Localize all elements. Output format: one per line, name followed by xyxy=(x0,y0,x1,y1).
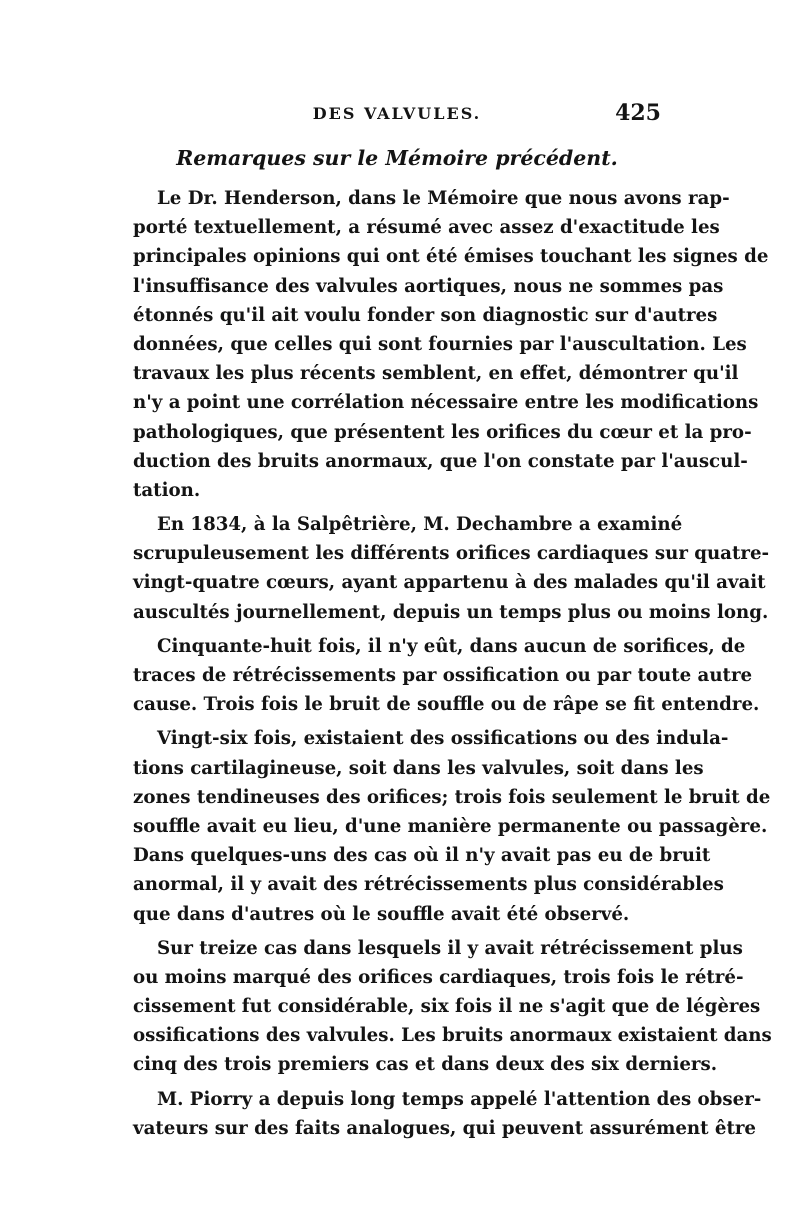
text-line: tions cartilagineuse, soit dans les valvules, soit dans les xyxy=(133,757,704,779)
text-line: cinq des trois premiers cas et dans deux des six derniers. xyxy=(133,1054,718,1076)
text-line: Sur treize cas dans lesquels il y avait rétrécissement plus xyxy=(157,937,743,959)
text-line: pathologiques, que présentent les orifices du cœur et la pro- xyxy=(133,421,752,443)
text-line: duction des bruits anormaux, que l'on constate par l'auscul- xyxy=(133,450,748,472)
running-title: DES VALVULES. xyxy=(312,104,482,123)
page-number: 425 xyxy=(615,100,661,126)
text-line: données, que celles qui sont fournies par l'auscultation. Les xyxy=(133,333,747,355)
section-title: Remarques sur le Mémoire précédent. xyxy=(176,146,618,170)
text-line: cause. Trois fois le bruit de souffle ou de râpe se fit entendre. xyxy=(133,694,760,716)
text-line: auscultés journellement, depuis un temps plus ou moins long. xyxy=(133,601,769,623)
text-line: zones tendineuses des orifices; trois fois seulement le bruit de xyxy=(133,786,771,808)
text-line: ou moins marqué des orifices cardiaques, trois fois le rétré- xyxy=(133,966,744,988)
text-line: étonnés qu'il ait voulu fonder son diagnostic sur d'autres xyxy=(133,304,718,326)
text-line: anormal, il y avait des rétrécissements plus considérables xyxy=(133,874,724,896)
text-line: travaux les plus récents semblent, en effet, démontrer qu'il xyxy=(133,363,739,385)
paragraph xyxy=(133,1085,762,1143)
text-line: n'y a point une corrélation nécessaire entre les modifications xyxy=(133,392,759,414)
text-line: Vingt-six fois, existaient des ossifications ou des indula- xyxy=(157,728,729,750)
text-line: Dans quelques-uns des cas où il n'y avait pas eu de bruit xyxy=(133,845,711,867)
text-line: vingt-quatre cœurs, ayant appartenu à des malades qu'il avait xyxy=(133,572,766,594)
text-line: M. Piorry a depuis long temps appelé l'attention des obser- xyxy=(157,1088,762,1110)
text-line: vateurs sur des faits analogues, qui peuvent assurément être xyxy=(133,1117,757,1139)
text-line: cissement fut considérable, six fois il ne s'agit que de légères xyxy=(133,996,761,1018)
text-line: souffle avait eu lieu, d'une manière permanente ou passagère. xyxy=(133,815,768,837)
text-line: principales opinions qui ont été émises touchant les signes de xyxy=(133,246,769,268)
text-line: Cinquante-huit fois, il n'y eût, dans aucun de sorifices, de xyxy=(157,635,746,657)
text-line: que dans d'autres où le souffle avait été observé. xyxy=(133,903,630,925)
text-line: tation. xyxy=(133,479,201,501)
text-line: Le Dr. Henderson, dans le Mémoire que nous avons rap- xyxy=(157,188,730,209)
text-line: l'insuffisance des valvules aortiques, nous ne sommes pas xyxy=(133,275,724,297)
text-line: porté textuellement, a résumé avec assez d'exactitude les xyxy=(133,217,720,239)
text-line: En 1834, à la Salpêtrière, M. Dechambre a examiné xyxy=(157,514,683,536)
paragraph xyxy=(133,510,770,627)
running-head xyxy=(133,100,661,136)
text-line: traces de rétrécissements par ossification ou par toute autre xyxy=(133,665,753,686)
paragraph xyxy=(133,724,771,928)
paragraph xyxy=(133,632,760,720)
paragraph xyxy=(133,934,772,1080)
paragraph xyxy=(133,184,769,505)
body-text xyxy=(133,184,772,1148)
text-line: scrupuleusement les différents orifices cardiaques sur quatre- xyxy=(133,543,770,565)
text-line: ossifications des valvules. Les bruits anormaux existaient dans xyxy=(133,1025,772,1047)
